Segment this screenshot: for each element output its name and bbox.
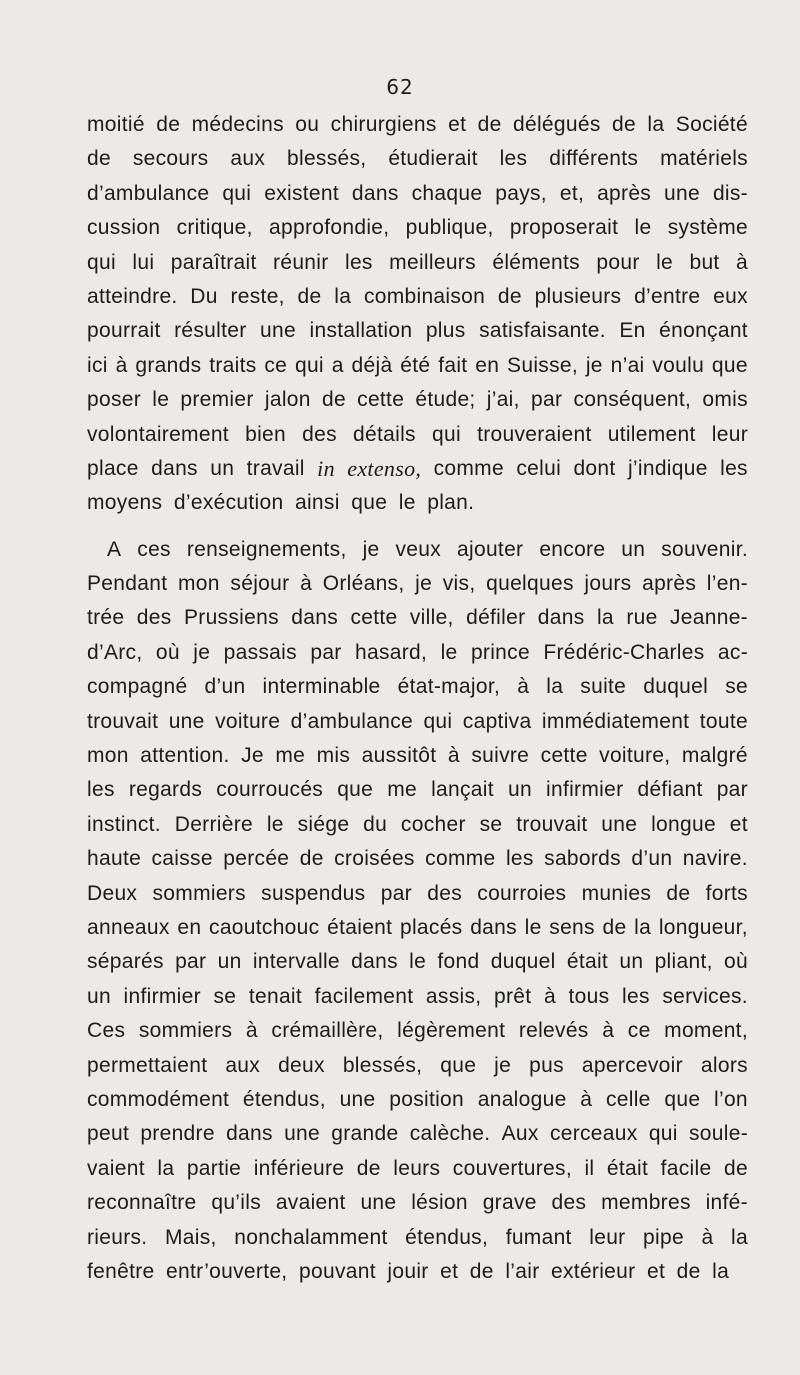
text-line: place dans un travail in extenso, comme celui dont j’indique les [87,455,748,481]
text-line: de secours aux blessés, étudierait les différents matériels [87,147,748,171]
paragraph-1 [87,108,748,521]
text-line: peut prendre dans une grande calèche. Aux cerceaux qui soule- [87,1122,748,1146]
text-line: qui lui paraîtrait réunir les meilleurs éléments pour le but à [87,250,748,274]
body-text [87,108,748,1289]
text-line: ici à grands traits ce qui a déjà été fait en Suisse, je n’ai voulu que [87,353,748,377]
text-line: cussion critique, approfondie, publique, proposerait le système [87,216,748,240]
text-line: d’Arc, où je passais par hasard, le prince Frédéric-Charles ac- [87,640,748,664]
text-line: reconnaître qu’ils avaient une lésion grave des membres infé- [87,1191,748,1215]
text-line: Deux sommiers suspendus par des courroies munies de forts [87,881,748,905]
text-line: poser le premier jalon de cette étude; j’ai, par conséquent, omis [87,388,748,412]
text-line: moyens d’exécution ainsi que le plan. [87,491,475,515]
text-line: commodément étendus, une position analogue à celle que l’on [87,1087,748,1111]
text-line: haute caisse percée de croisées comme les sabords d’un navire. [87,847,748,871]
text-line: anneaux en caoutchouc étaient placés dans le sens de la longueur, [87,915,748,939]
paragraph-2 [87,533,748,1290]
paragraph-gap [87,521,748,533]
text-line: pourrait résulter une installation plus satisfaisante. En énonçant [87,319,748,343]
text-line: rieurs. Mais, nonchalamment étendus, fumant leur pipe à la [87,1225,748,1249]
text-line: vaient la partie inférieure de leurs couvertures, il était facile de [87,1156,748,1180]
text-line: moitié de médecins ou chirurgiens et de délégués de la Société [87,113,748,136]
text-line: atteindre. Du reste, de la combinaison de plusieurs d’entre eux [87,284,748,308]
text-line: instinct. Derrière le siége du cocher se trouvait une longue et [87,812,748,836]
page-number: 62 [386,75,414,99]
text-line: Ces sommiers à crémaillère, légèrement relevés à ce moment, [87,1019,748,1043]
text-line: séparés par un intervalle dans le fond duquel était un pliant, où [87,950,748,974]
text-line: Pendant mon séjour à Orléans, je vis, quelques jours après l’en- [87,572,748,596]
text-line: fenêtre entr’ouverte, pouvant jouir et de l’air extérieur et de la [87,1259,730,1283]
text-line: compagné d’un interminable état-major, à la suite duquel se [87,675,748,699]
text-line: trée des Prussiens dans cette ville, défiler dans la rue Jeanne- [87,606,748,630]
text-line: A ces renseignements, je veux ajouter encore un souvenir. [107,537,748,561]
text-line: d’ambulance qui existent dans chaque pays, et, après une dis- [87,181,748,205]
text-line: permettaient aux deux blessés, que je pus apercevoir alors [87,1053,748,1077]
text-line: les regards courroucés que me lançait un infirmier défiant par [87,778,748,802]
text-line: volontairement bien des détails qui trouveraient utilement leur [87,422,748,446]
text-line: un infirmier se tenait facilement assis, prêt à tous les services. [87,984,748,1008]
text-line: mon attention. Je me mis aussitôt à suivre cette voiture, malgré [87,744,748,768]
text-line: trouvait une voiture d’ambulance qui captiva immédiatement toute [87,709,748,733]
